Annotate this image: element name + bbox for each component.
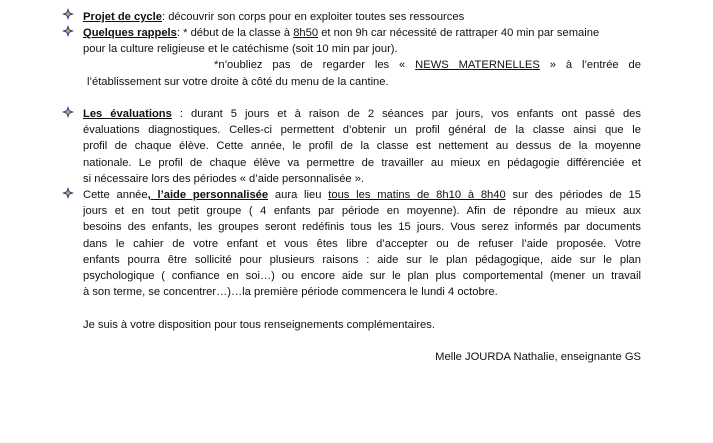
bullet-icon: [62, 8, 74, 20]
rappels-line-3: [83, 57, 641, 73]
aide-schedule: tous les matins de 8h10 à 8h40: [328, 189, 506, 201]
rappels-time: 8h50: [293, 27, 319, 39]
rappels-line-3b: » à l’entrée de: [539, 59, 641, 72]
paragraph-projet-de-cycle: [83, 9, 641, 25]
aide-line-6: psychologique ( confiance en soi…) ou encore aide sur le plan plus comportemental (mener un travail: [83, 269, 641, 282]
aide-line-1e: sur des périodes de 15: [505, 189, 641, 201]
rappels-line-2: pour la culture religieuse et le catéchisme (soit 10 min par jour).: [83, 43, 398, 56]
paragraph-aide-personnalisee: [83, 187, 641, 300]
rappels-line-1a: : * début de la classe à: [176, 27, 294, 39]
aide-line-5: enfants pourra être sollicité pour plusieurs raisons : aide sur le plan pédagogique, aide sur le plan: [83, 253, 641, 266]
bullet-icon: [62, 187, 74, 199]
rappels-line-4: l’établissement sur votre droite à côté du menu de la cantine.: [87, 75, 389, 88]
aide-line-3: besoins des enfants, les groupes seront redéfinis tous les 15 jours. Vous serez informés par documents: [83, 221, 641, 234]
aide-line-7: à son terme, se concentrer…)…la première période commencera le lundi 4 octobre.: [83, 286, 498, 299]
aide-label: , l’aide personnalisée: [147, 189, 269, 201]
rappels-line-3a: *n’oubliez pas de regarder les «: [214, 59, 416, 72]
aide-line-2: jours et en tout petit groupe ( 4 enfants par période en moyenne). Afin de répondre au mieux aux: [83, 205, 641, 218]
rappels-label: Quelques rappels: [83, 27, 177, 39]
closing-paragraph: [83, 317, 641, 333]
aide-line-1a: Cette année: [83, 189, 148, 201]
signature: Melle JOURDA Nathalie, enseignante GS: [435, 351, 641, 363]
bullet-icon: [62, 25, 74, 37]
projet-label: Projet de cycle: [83, 11, 162, 23]
news-maternelles: NEWS MATERNELLES: [415, 59, 540, 72]
projet-text: : découvrir son corps pour en exploiter toutes ses ressources: [161, 11, 465, 23]
evaluations-line-1: : durant 5 jours et à raison de 2 séances par jours, vos enfants ont passé des: [171, 108, 641, 120]
paragraph-rappels: [83, 25, 641, 90]
evaluations-line-2: évaluations diagnostiques. Celles-ci permettent d’obtenir un profil général de la classe ainsi que le: [83, 124, 641, 137]
aide-line-4: dans le cahier de votre enfant et vous êtes libre d’accepter ou de refuser l’aide proposée. Votre: [83, 237, 641, 250]
evaluations-line-3: profil de chaque élève. Cette année, le profil de la classe est nettement au dessus de la moyenne: [83, 140, 641, 153]
closing-text: Je suis à votre disposition pour tous renseignements complémentaires.: [83, 319, 435, 331]
evaluations-line-4: nationale. Le profil de chaque élève va permettre de travailler au mieux en pédagogie différenciée et: [83, 156, 641, 169]
bullet-icon: [62, 106, 74, 118]
rappels-line-1b: et non 9h car nécessité de rattraper 40 min par semaine: [318, 27, 600, 39]
evaluations-label: Les évaluations: [83, 108, 172, 120]
evaluations-line-5: si nécessaire lors des périodes « d’aide personnalisée ».: [83, 172, 365, 185]
aide-line-1c: aura lieu: [268, 189, 329, 201]
paragraph-evaluations: [83, 106, 641, 187]
